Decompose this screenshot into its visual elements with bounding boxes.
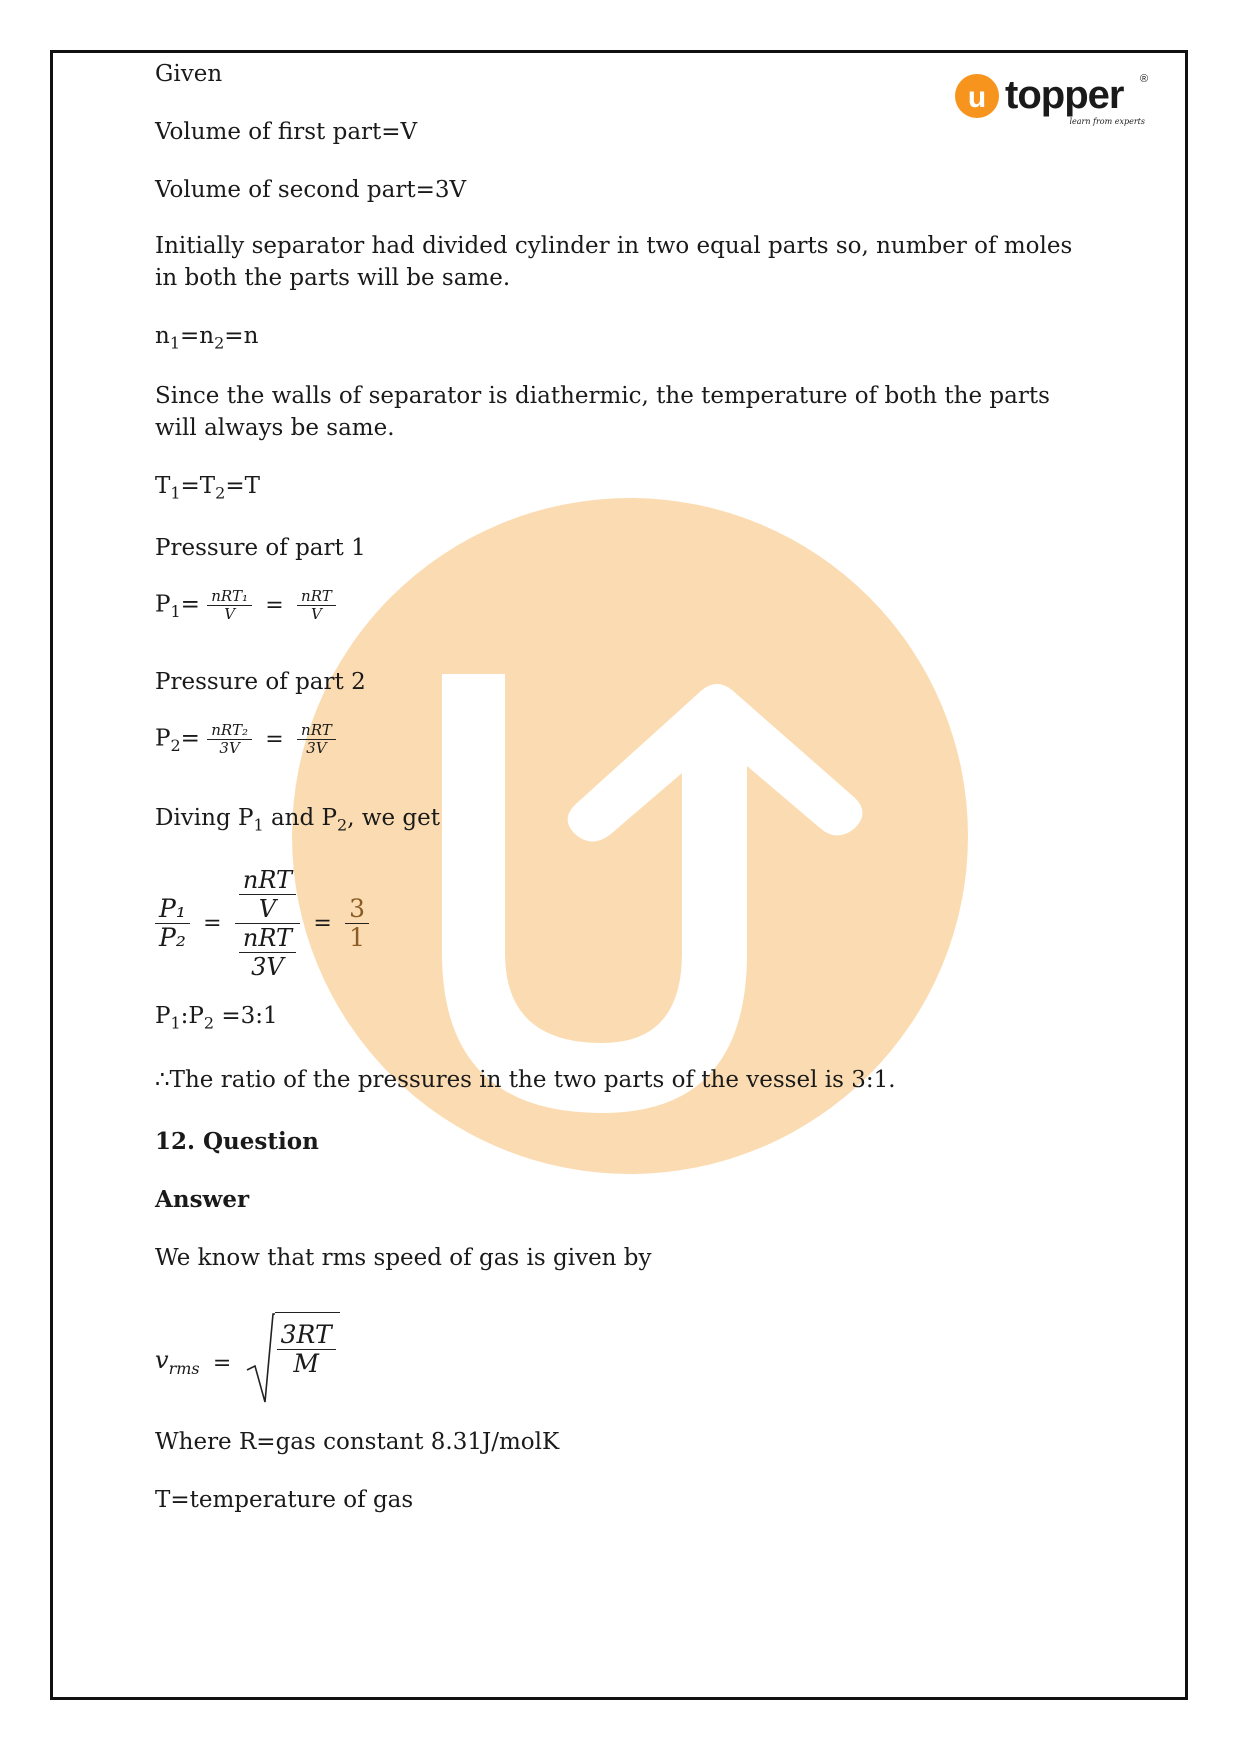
logo-registered: ®	[1140, 73, 1149, 85]
vrms-formula: $v_{rms}$ = $\frac{3RT}{M}$	[155, 1310, 340, 1406]
logo-mark: u	[967, 81, 987, 114]
pressure-part2-label: Pressure of part 2	[155, 669, 366, 695]
answer-heading: Answer	[155, 1186, 250, 1213]
moles-equation: $n_1=n_2=n$	[155, 323, 259, 353]
diving-line: Diving $P_1$ and $P_2$, we get	[155, 805, 441, 835]
volume-second-part: Volume of second part=3V	[155, 177, 467, 203]
initially-paragraph: Initially separator had divided cylinder in two equal parts so, number of moles in both the parts will be same.	[155, 233, 1073, 291]
pressure-part1-label: Pressure of part 1	[155, 535, 366, 561]
where-t-line: T=temperature of gas	[155, 1487, 414, 1513]
logo-text: topper	[1005, 73, 1124, 117]
where-r-line: Where R=gas constant 8.31J/molK	[155, 1429, 560, 1455]
compound-fraction: $\frac{\frac{\text{nRT}}{V}}{\frac{\text{nRT}}{3V}}$	[235, 866, 300, 981]
since-paragraph: Since the walls of separator is diathermic, the temperature of both the parts will always be same.	[155, 383, 1050, 441]
temperature-equation: $T_1=T_2=T$	[155, 473, 260, 503]
pressure-ratio-line: $P_1:P_2$ =3:1	[155, 1003, 278, 1033]
question-heading: 12. Question	[155, 1128, 319, 1155]
p1-equation: $P_1=$ $\frac{\text{nRT₁}}{V}$ = $\frac{\text{nRT}}{V}$	[155, 588, 336, 628]
sqrt-sign	[245, 1310, 275, 1406]
logo-tagline: learn from experts	[1069, 117, 1145, 126]
utopper-logo	[955, 70, 1150, 130]
rms-intro: We know that rms speed of gas is given by	[155, 1245, 652, 1271]
given-label: Given	[155, 61, 223, 87]
p2-equation: $P_2=$ $\frac{\text{nRT₂}}{3V}$ = $\frac{\text{nRT}}{3V}$	[155, 722, 336, 762]
volume-first-part: Volume of first part=V	[155, 119, 418, 145]
conclusion-line: ∴The ratio of the pressures in the two parts of the vessel is 3:1.	[155, 1067, 896, 1093]
ratio-equation: $\frac{\text{P₁}}{\text{P₂}}$ = $\frac{\frac{\text{nRT}}{V}}{\frac{\text{nRT}}{3V}}$ = $\frac{3}{1}$	[155, 866, 369, 981]
